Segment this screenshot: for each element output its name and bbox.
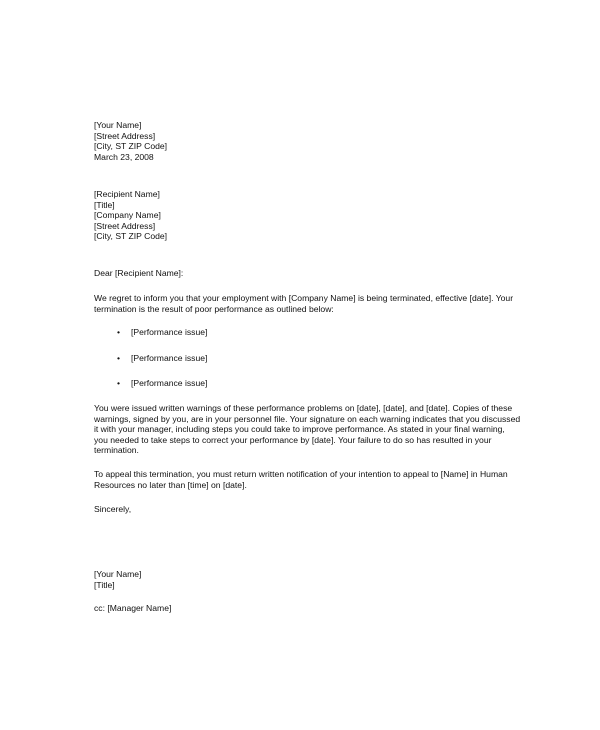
cc-line (94, 603, 534, 614)
recipient-street: [Street Address] (94, 220, 156, 231)
list-item (94, 353, 394, 379)
performance-issue: [Performance issue] (131, 352, 208, 363)
sender-street: [Street Address] (94, 130, 156, 141)
sender-name: [Your Name] (94, 120, 142, 130)
performance-issue: [Performance issue] (131, 327, 208, 337)
recipient-company: [Company Name] (94, 210, 161, 221)
sender-city: [City, ST ZIP Code] (94, 141, 168, 152)
cc-text: cc: [Manager Name] (94, 603, 172, 613)
intro-line: termination is the result of poor performance as outlined below: (94, 303, 334, 314)
bullet-icon: • (117, 352, 121, 363)
warnings-paragraph (94, 403, 534, 456)
signature-name: [Your Name] (94, 569, 142, 579)
appeal-paragraph (94, 469, 534, 490)
signature-title: [Title] (94, 579, 115, 590)
performance-issue: [Performance issue] (131, 378, 208, 389)
appeal-line: Resources no later than [time] on [date]. (94, 479, 247, 490)
bullet-icon: • (117, 378, 121, 389)
intro-paragraph (94, 293, 534, 314)
warnings-line: it with your manager, including steps you could take to improve performance. As stated in your final warning, (94, 424, 505, 435)
recipient-city: [City, ST ZIP Code] (94, 231, 168, 242)
recipient-address-block (94, 189, 534, 242)
recipient-title: [Title] (94, 199, 115, 210)
intro-line: We regret to inform you that your employment with [Company Name] is being terminated, effective [date]. Your (94, 293, 514, 303)
performance-issue-list (94, 327, 394, 404)
closing-text: Sincerely, (94, 504, 132, 514)
warnings-line: termination. (94, 445, 139, 456)
appeal-line: To appeal this termination, you must return written notification of your intention to appeal to [Name] in Human (94, 469, 508, 479)
list-item (94, 327, 394, 353)
closing (94, 504, 534, 515)
recipient-name: [Recipient Name] (94, 189, 160, 199)
signature-block (94, 569, 534, 590)
sender-address-block (94, 120, 534, 162)
warnings-line: you needed to take steps to correct your performance by [date]. Your failure to do so has resulted in your (94, 434, 492, 445)
bullet-icon: • (117, 327, 121, 337)
salutation (94, 268, 534, 279)
warnings-line: You were issued written warnings of these performance problems on [date], [date], and [date]. Copies of these (94, 403, 513, 413)
warnings-line: warnings, signed by you, are in your personnel file. Your signature on each warning indicates that you discussed (94, 413, 521, 424)
list-item (94, 378, 394, 404)
salutation-text: Dear [Recipient Name]: (94, 268, 184, 278)
letter-date: March 23, 2008 (94, 151, 154, 162)
